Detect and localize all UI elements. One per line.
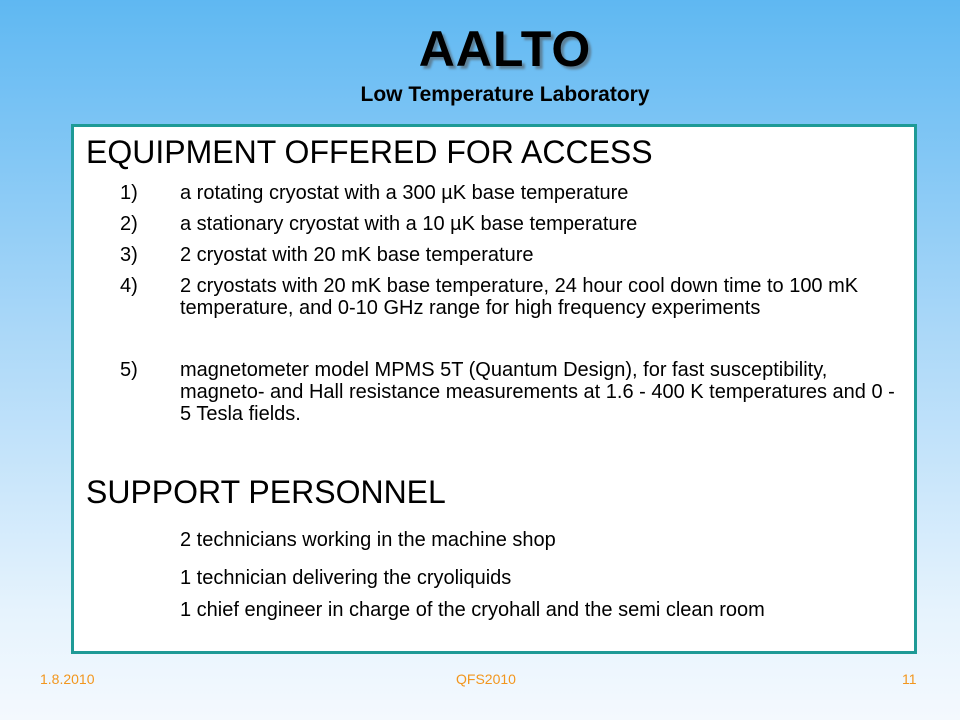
equipment-item xyxy=(120,359,910,425)
slide-subtitle: Low Temperature Laboratory xyxy=(360,83,650,106)
equipment-item-text: 2 cryostat with 20 mK base temperature xyxy=(180,244,534,266)
footer-date: 1.8.2010 xyxy=(40,671,95,687)
equipment-heading: EQUIPMENT OFFERED FOR ACCESS xyxy=(86,134,653,170)
equipment-item xyxy=(120,244,910,266)
equipment-item-text: magnetometer model MPMS 5T (Quantum Design), for fast susceptibility, magneto- and Hall resistance measurements at 1.6 - 400 K temperatures and 0 - 5 Tesla fields. xyxy=(180,359,895,425)
support-heading: SUPPORT PERSONNEL xyxy=(86,474,446,510)
slide-title: AALTO xyxy=(418,21,592,77)
equipment-item xyxy=(120,275,910,319)
footer-event: QFS2010 xyxy=(456,671,516,687)
content-box xyxy=(71,124,917,654)
equipment-item xyxy=(120,182,910,204)
support-item: 1 chief engineer in charge of the cryohall and the semi clean room xyxy=(180,599,765,621)
equipment-item-number: 2) xyxy=(120,213,138,235)
equipment-item-text: a stationary cryostat with a 10 µK base temperature xyxy=(180,213,638,235)
equipment-item xyxy=(120,213,910,235)
equipment-item-number: 3) xyxy=(120,244,138,266)
equipment-item-text: 2 cryostats with 20 mK base temperature, 24 hour cool down time to 100 mK temperature, and 0-10 GHz range for high frequency experiments xyxy=(180,275,859,319)
support-item: 1 technician delivering the cryoliquids xyxy=(180,567,512,589)
equipment-item-number: 5) xyxy=(120,359,138,381)
equipment-item-number: 4) xyxy=(120,275,138,297)
support-item: 2 technicians working in the machine shop xyxy=(180,529,556,551)
equipment-item-text: a rotating cryostat with a 300 µK base temperature xyxy=(180,182,629,204)
equipment-item-number: 1) xyxy=(120,182,138,204)
footer-page-number: 11 xyxy=(902,671,917,687)
